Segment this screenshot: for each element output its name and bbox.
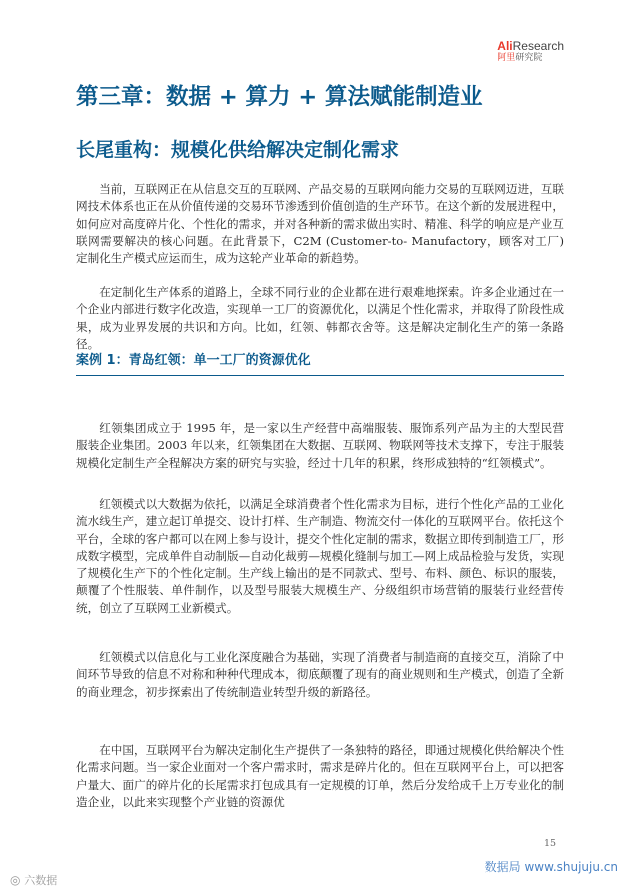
case-title-underline: [76, 375, 564, 376]
watermark-left-text: 六数据: [24, 874, 58, 887]
logo-chinese: [497, 53, 564, 63]
paragraph-4: 红领模式以大数据为依托，以满足全球消费者个性化需求为目标，进行个性化产品的工业化流水线生产，建立起订单提交、设计打样、生产制造、物流交付一体化的互联网平台。依托这个平台，全球的客户都可以在网上参与设计，提交个性化定制的需求，数据立即传到制造工厂，形成数字模型，完成单件自动制版—自动化裁剪—规模化缝制与加工—网上成品检验与发货，实现了规模化生产下的个性化定制。生产线上输出的是不同款式、型号、布料、颜色、标识的服装，颠覆了个性服装、单件制作，以及型号服装大规模生产、分级组织市场营销的服装行业经营传统，创立了互联网工业新模式。: [76, 497, 564, 615]
paragraph-3: 红领集团成立于 1995 年，是一家以生产经营中高端服装、服饰系列产品为主的大型民营服装企业集团。2003 年以来，红领集团在大数据、互联网、物联网等技术支撑下，专注于服装规模化定制生产全程解决方案的研究与实验，经过十几年的积累，终形成独特的“红领模式”。: [76, 421, 564, 470]
watermark-left: [10, 872, 57, 888]
paragraph-6: 在中国，互联网平台为解决定制化生产提供了一条独特的路径，即通过规模化供给解决个性化需求问题。当一家企业面对一个客户需求时，需求是碎片化的。但在互联网平台上，可以把客户量大、面广的碎片化的长尾需求打包成具有一定规模的订单，然后分发给成千上万专业化的制造企业，以此来实现整个产业链的资源优: [76, 743, 564, 809]
logo-ali: Ali: [497, 39, 513, 53]
page-number: 15: [544, 838, 557, 849]
section-title: 长尾重构：规模化供给解决定制化需求: [76, 139, 400, 161]
paragraph-1: 当前，互联网正在从信息交互的互联网、产品交易的互联网向能力交易的互联网迈进，互联网技术体系也正在从价值传递的交易环节渗透到价值创造的生产环节。在这个新的发展进程中，如何应对高度碎片化、个性化的需求，并对各种新的需求做出实时、精准、科学的响应是产业互联网需要解决的核心问题。在此背景下，C2M (Customer-to- Manufactory，顾客对工厂) 定制化生产模式应运而生，成为这轮产业革命的新趋势。: [76, 182, 564, 266]
case-title: 案例 1：青岛红领：单一工厂的资源优化: [76, 353, 311, 368]
aliresearch-logo: [497, 40, 564, 63]
paragraph-2: 在定制化生产体系的道路上，全球不同行业的企业都在进行艰难地探索。许多企业通过在一个企业内部进行数字化改造，实现单一工厂的资源优化，以满足个性化需求，并取得了阶段性成果，成为业界发展的共识和方向。比如，红领、韩都衣舍等。这是解决定制化生产的第一条路径。: [76, 285, 564, 351]
logo-cn-rest: 研究院: [515, 53, 543, 63]
watermark-logo-icon: ◎: [10, 873, 25, 887]
chapter-title: 第三章：数据 + 算力 + 算法赋能制造业: [76, 84, 483, 110]
logo-english: [497, 40, 564, 53]
paragraph-5: 红领模式以信息化与工业化深度融合为基础，实现了消费者与制造商的直接交互，消除了中间环节导致的信息不对称和种种代理成本，彻底颠覆了现有的商业规则和生产模式，创造了全新的商业理念，初步探索出了传统制造业转型升级的新路径。: [76, 650, 564, 699]
logo-research: Research: [512, 39, 564, 53]
watermark-right: 数据局 www.shujuju.cn: [484, 860, 618, 874]
logo-cn-red: 阿里: [497, 53, 516, 63]
